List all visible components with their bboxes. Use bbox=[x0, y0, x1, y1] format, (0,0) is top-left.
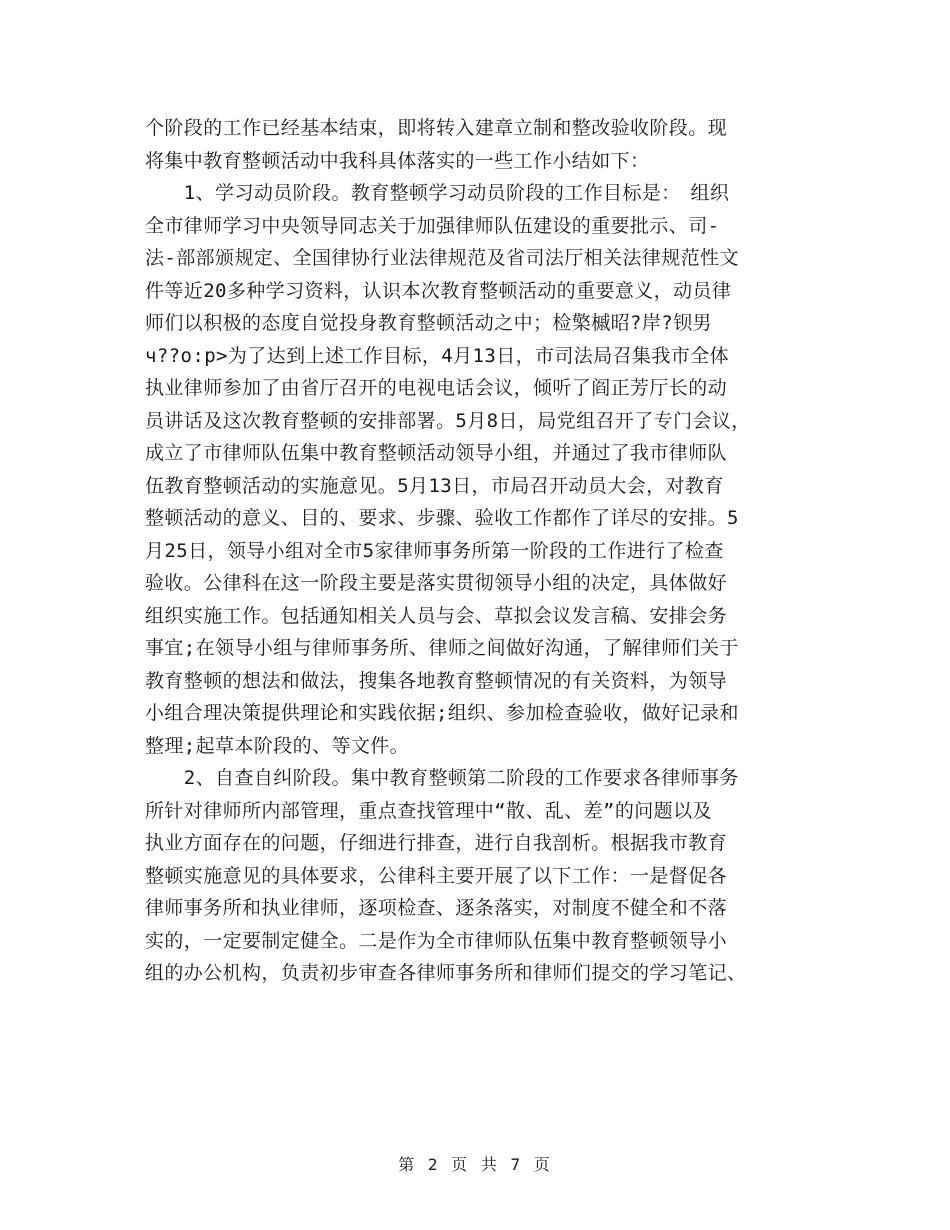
text-line: 伍教育整顿活动的实施意见。5月13日，市局召开动员大会，对教育 bbox=[145, 474, 724, 497]
text-line: 验收。公律科在这一阶段主要是落实贯彻领导小组的决定，具体做好 bbox=[145, 572, 728, 594]
text-line: 组的办公机构，负责初步审查各律师事务所和律师们提交的学习笔记、 bbox=[145, 962, 747, 984]
text-line: ч??o:p>为了达到上述工作目标，4月13日，市司法局召集我市全体 bbox=[145, 344, 729, 367]
text-line: 实的，一定要制定健全。二是作为全市律师队伍集中教育整顿领导小 bbox=[145, 929, 728, 952]
text-line: 执业方面存在的问题，仔细进行排查，进行自我剖析。根据我市教育 bbox=[145, 832, 728, 854]
document-body bbox=[145, 112, 825, 990]
text-line: 教育整顿的想法和做法，搜集各地教育整顿情况的有关资料，为领导 bbox=[145, 669, 728, 692]
text-line: 组织实施工作。包括通知相关人员与会、草拟会议发言稿、安排会务 bbox=[145, 604, 728, 627]
text-line: 将集中教育整顿活动中我科具体落实的一些工作小结如下： bbox=[145, 149, 650, 172]
text-line: 件等近20多种学习资料，认识本次教育整顿活动的重要意义，动员律 bbox=[145, 279, 732, 302]
text-line: 律师事务所和执业律师，逐项检查、逐条落实，对制度不健全和不落 bbox=[145, 897, 728, 919]
text-line: 个阶段的工作已经基本结束，即将转入建章立制和整改验收阶段。现 bbox=[145, 117, 728, 139]
page-number-footer: 第 2 页 共 7 页 bbox=[398, 1155, 552, 1174]
text-line: 所针对律师所内部管理，重点查找管理中“散、乱、差”的问题以及 bbox=[145, 799, 712, 822]
text-line: 师们以积极的态度自觉投身教育整顿活动之中；检檠槭昭?岸?钡男 bbox=[145, 312, 712, 334]
text-line: 整理;起草本阶段的、等文件。 bbox=[145, 734, 410, 757]
text-line: 2、自查自纠阶段。集中教育整顿第二阶段的工作要求各律师事务 bbox=[145, 767, 739, 789]
text-line: 小组合理决策提供理论和实践依据;组织、参加检查验收，做好记录和 bbox=[145, 702, 739, 724]
text-line: 成立了市律师队伍集中教育整顿活动领导小组，并通过了我市律师队 bbox=[145, 442, 728, 464]
text-line: 1、学习动员阶段。教育整顿学习动员阶段的工作目标是： 组织 bbox=[145, 182, 730, 204]
text-line: 整顿实施意见的具体要求，公律科主要开展了以下工作：一是督促各 bbox=[145, 864, 728, 887]
text-line: 事宜;在领导小组与律师事务所、律师之间做好沟通，了解律师们关于 bbox=[145, 637, 739, 659]
text-line: 整顿活动的意义、目的、要求、步骤、验收工作都作了详尽的安排。5 bbox=[145, 507, 739, 529]
text-line: 全市律师学习中央领导同志关于加强律师队伍建设的重要批示、司- bbox=[145, 214, 720, 237]
text-line: 法-部部颁规定、全国律协行业法律规范及省司法厅相关法律规范性文 bbox=[145, 247, 739, 269]
text-line: 员讲话及这次教育整顿的安排部署。5月8日，局党组召开了专门会议， bbox=[145, 409, 751, 432]
text-line: 月25日，领导小组对全市5家律师事务所第一阶段的工作进行了检查 bbox=[145, 539, 724, 562]
text-line: 执业律师参加了由省厅召开的电视电话会议，倾听了阎正芳厅长的动 bbox=[145, 377, 728, 399]
